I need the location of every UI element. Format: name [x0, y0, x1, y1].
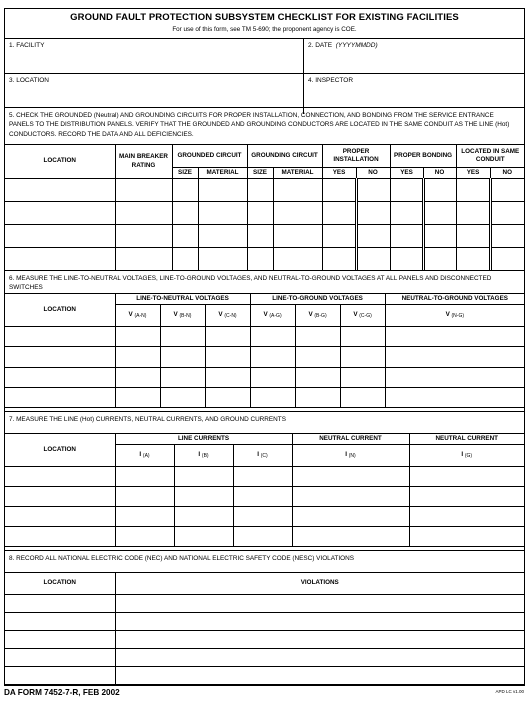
s5-cell[interactable]	[247, 202, 273, 225]
s6-vcg-header	[340, 305, 385, 327]
form-id: DA FORM 7452-7-R, FEB 2002	[4, 688, 120, 697]
s5-cell[interactable]	[356, 202, 390, 225]
s8-violations-header: VIOLATIONS	[115, 573, 524, 595]
s7-cell[interactable]	[409, 507, 524, 527]
s8-row	[5, 595, 524, 613]
s6-cell[interactable]	[295, 327, 340, 347]
s5-cell[interactable]	[247, 248, 273, 271]
s5-size-1: SIZE	[172, 168, 198, 179]
s6-v-label: V	[263, 311, 268, 319]
s7-in-header	[292, 445, 409, 467]
section7-instruction: 7. MEASURE THE LINE (Hot) CURRENTS, NEUTRAL CURRENTS, AND GROUND CURRENTS	[5, 411, 524, 433]
s5-cell[interactable]	[456, 248, 490, 271]
s7-cell[interactable]	[233, 527, 292, 547]
s5-row	[5, 248, 524, 271]
s6-cell[interactable]	[5, 368, 115, 388]
s7-sub-a: (A)	[142, 453, 150, 460]
s5-cell[interactable]	[356, 179, 390, 202]
s5-cell[interactable]	[390, 248, 423, 271]
s5-row	[5, 179, 524, 202]
s8-cell[interactable]	[5, 667, 115, 685]
s6-vbg-header	[295, 305, 340, 327]
s5-cell[interactable]	[490, 179, 524, 202]
s5-cell[interactable]	[115, 202, 172, 225]
s7-ib-header	[174, 445, 233, 467]
s5-yes-2: YES	[390, 168, 423, 179]
s5-cell[interactable]	[356, 248, 390, 271]
s5-cell[interactable]	[5, 179, 115, 202]
s5-cell[interactable]	[490, 248, 524, 271]
s7-sub-g: (G)	[464, 453, 473, 460]
s5-cell[interactable]	[273, 225, 322, 248]
s6-vag-header	[250, 305, 295, 327]
section6-instruction: 6. MEASURE THE LINE-TO-NEUTRAL VOLTAGES, LINE-TO-GROUND VOLTAGES, AND NEUTRAL-TO-GROUND VOLTAGES AT ALL PANELS AND DISCONNECTED SWITCHES	[5, 270, 524, 293]
s5-cell[interactable]	[198, 248, 247, 271]
s5-cell[interactable]	[115, 225, 172, 248]
s7-cell[interactable]	[292, 507, 409, 527]
s6-vbn-header	[160, 305, 205, 327]
s6-vcn-header	[205, 305, 250, 327]
s7-i-label: I	[257, 451, 260, 459]
s7-cell[interactable]	[409, 467, 524, 487]
s5-cell[interactable]	[423, 225, 456, 248]
s7-row	[5, 487, 524, 507]
s8-row	[5, 649, 524, 667]
s7-i-label: I	[461, 451, 464, 459]
s7-location-header: LOCATION	[5, 434, 115, 467]
s5-cell[interactable]	[456, 179, 490, 202]
s6-sub-bn: (B-N)	[179, 313, 192, 320]
s8-row	[5, 631, 524, 649]
s5-cell[interactable]	[5, 202, 115, 225]
s6-v-label: V	[308, 311, 313, 319]
section8-table	[5, 572, 524, 685]
s8-cell[interactable]	[115, 631, 524, 649]
s5-cell[interactable]	[273, 248, 322, 271]
s7-cell[interactable]	[5, 507, 115, 527]
s8-cell[interactable]	[5, 631, 115, 649]
s6-cell[interactable]	[340, 347, 385, 368]
s7-cell[interactable]	[174, 507, 233, 527]
s6-cell[interactable]	[250, 368, 295, 388]
s5-cell[interactable]	[247, 225, 273, 248]
s7-i-label: I	[139, 451, 142, 459]
s6-cell[interactable]	[115, 368, 160, 388]
s6-cell[interactable]	[295, 368, 340, 388]
s6-cell[interactable]	[205, 368, 250, 388]
s8-cell[interactable]	[5, 595, 115, 613]
s5-cell[interactable]	[5, 225, 115, 248]
s5-cell[interactable]	[273, 179, 322, 202]
s6-ln-header: LINE-TO-NEUTRAL VOLTAGES	[115, 294, 250, 305]
s7-cell[interactable]	[115, 527, 174, 547]
s6-cell[interactable]	[205, 388, 250, 408]
s6-sub-ng: (N-G)	[451, 313, 465, 320]
s5-cell[interactable]	[172, 202, 198, 225]
s6-van-header	[115, 305, 160, 327]
s5-row	[5, 202, 524, 225]
s7-cell[interactable]	[115, 487, 174, 507]
facility-label: 1. FACILITY	[9, 42, 45, 49]
s8-cell[interactable]	[5, 613, 115, 631]
s6-cell[interactable]	[115, 347, 160, 368]
s7-cell[interactable]	[292, 527, 409, 547]
s5-cell[interactable]	[356, 225, 390, 248]
section7-table	[5, 433, 524, 547]
s7-cell[interactable]	[292, 467, 409, 487]
s5-cell[interactable]	[247, 179, 273, 202]
checklist-form	[4, 8, 525, 686]
s7-cell[interactable]	[233, 467, 292, 487]
s5-material-2: MATERIAL	[273, 168, 322, 179]
s5-yes-3: YES	[456, 168, 490, 179]
s6-v-label: V	[353, 311, 358, 319]
s8-row	[5, 667, 524, 685]
s7-neutral-current-header: NEUTRAL CURRENT	[292, 434, 409, 445]
s7-cell[interactable]	[233, 487, 292, 507]
s5-cell[interactable]	[456, 225, 490, 248]
s7-cell[interactable]	[174, 527, 233, 547]
section6-table	[5, 293, 524, 408]
s5-no-2: NO	[423, 168, 456, 179]
s7-row	[5, 467, 524, 487]
s6-v-label: V	[445, 311, 450, 319]
s7-neutral-current-header-2: NEUTRAL CURRENT	[409, 434, 524, 445]
s7-i-label: I	[345, 451, 348, 459]
s5-cell[interactable]	[456, 202, 490, 225]
facility-field[interactable]	[5, 39, 304, 74]
s5-grounding-header: GROUNDING CIRCUIT	[247, 145, 322, 168]
s7-ig-header	[409, 445, 524, 467]
s5-cell[interactable]	[423, 248, 456, 271]
s6-cell[interactable]	[5, 388, 115, 408]
s5-cell[interactable]	[172, 179, 198, 202]
s5-cell[interactable]	[423, 179, 456, 202]
s7-cell[interactable]	[292, 487, 409, 507]
s6-sub-bg: (B-G)	[314, 313, 327, 320]
s5-main-breaker-header: MAIN BREAKER RATING	[115, 145, 172, 179]
s5-size-2: SIZE	[247, 168, 273, 179]
section5-instruction: 5. CHECK THE GROUNDED (Neutral) AND GROUNDING CIRCUITS FOR PROPER INSTALLATION, CONNECTION, AND BONDING FROM THE SERVICE ENTRANCE PANELS TO THE DISTRIBUTION PANELS. VERIFY THAT THE GROUNDED AND GROUNDING CONDUCTORS ARE LOCATED IN THE SAME CONDUIT AS THE LINE (Hot) CONDUCTORS. RECORD THE DATA AND ALL DEFICIENCIES.	[5, 107, 524, 144]
s5-cell[interactable]	[322, 225, 356, 248]
s7-row	[5, 527, 524, 547]
s6-sub-an: (A-N)	[134, 313, 147, 320]
section8-instruction: 8. RECORD ALL NATIONAL ELECTRIC CODE (NEC) AND NATIONAL ELECTRIC SAFETY CODE (NESC) VIOLATIONS	[5, 550, 524, 572]
s5-cell[interactable]	[322, 202, 356, 225]
s8-cell[interactable]	[5, 649, 115, 667]
s5-cell[interactable]	[172, 248, 198, 271]
s6-cell[interactable]	[250, 327, 295, 347]
s6-sub-ag: (A-G)	[269, 313, 282, 320]
s6-sub-cn: (C-N)	[224, 313, 237, 320]
s7-cell[interactable]	[115, 467, 174, 487]
s5-cell[interactable]	[490, 225, 524, 248]
s5-cell[interactable]	[423, 202, 456, 225]
date-label: 2. DATE	[308, 42, 333, 49]
s7-cell[interactable]	[233, 507, 292, 527]
s5-yes-1: YES	[322, 168, 356, 179]
s6-row	[5, 388, 524, 408]
s5-cell[interactable]	[490, 202, 524, 225]
s6-v-label: V	[218, 311, 223, 319]
s6-cell[interactable]	[295, 388, 340, 408]
s6-ng-header: NEUTRAL-TO-GROUND VOLTAGES	[385, 294, 524, 305]
s6-location-header: LOCATION	[5, 294, 115, 327]
s7-sub-b: (B)	[201, 453, 209, 460]
s5-cell[interactable]	[322, 179, 356, 202]
s6-cell[interactable]	[385, 368, 524, 388]
s6-cell[interactable]	[250, 347, 295, 368]
s5-cell[interactable]	[198, 179, 247, 202]
s6-lg-header: LINE-TO-GROUND VOLTAGES	[250, 294, 385, 305]
s5-grounded-header: GROUNDED CIRCUIT	[172, 145, 247, 168]
location-label: 3. LOCATION	[9, 77, 49, 84]
s5-cell[interactable]	[115, 179, 172, 202]
s5-material-1: MATERIAL	[198, 168, 247, 179]
s6-cell[interactable]	[295, 347, 340, 368]
s6-cell[interactable]	[160, 347, 205, 368]
s6-vng-header	[385, 305, 524, 327]
s7-cell[interactable]	[115, 507, 174, 527]
s7-cell[interactable]	[409, 487, 524, 507]
s5-cell[interactable]	[390, 179, 423, 202]
s7-cell[interactable]	[5, 487, 115, 507]
s5-cell[interactable]	[390, 202, 423, 225]
s5-cell[interactable]	[390, 225, 423, 248]
s6-cell[interactable]	[205, 347, 250, 368]
s6-cell[interactable]	[385, 347, 524, 368]
s8-row	[5, 613, 524, 631]
s5-no-3: NO	[490, 168, 524, 179]
s8-cell[interactable]	[115, 595, 524, 613]
date-field[interactable]	[304, 39, 524, 74]
s6-cell[interactable]	[160, 368, 205, 388]
s5-cell[interactable]	[273, 202, 322, 225]
s6-cell[interactable]	[160, 388, 205, 408]
s8-location-header: LOCATION	[5, 573, 115, 595]
s8-cell[interactable]	[115, 613, 524, 631]
s6-cell[interactable]	[115, 388, 160, 408]
s5-cell[interactable]	[115, 248, 172, 271]
form-title: GROUND FAULT PROTECTION SUBSYSTEM CHECKLIST FOR EXISTING FACILITIES	[70, 12, 459, 23]
inspector-label: 4. INSPECTOR	[308, 77, 354, 84]
s8-cell[interactable]	[115, 667, 524, 685]
s6-row	[5, 327, 524, 347]
s5-no-1: NO	[356, 168, 390, 179]
s5-location-header: LOCATION	[5, 145, 115, 179]
s8-cell[interactable]	[115, 649, 524, 667]
s6-cell[interactable]	[340, 388, 385, 408]
s5-bonding-header: PROPER BONDING	[390, 145, 456, 168]
s7-cell[interactable]	[174, 487, 233, 507]
form-subtitle: For use of this form, see TM 5-690; the proponent agency is COE.	[172, 26, 357, 33]
facility-date-row	[5, 38, 524, 74]
s5-cell[interactable]	[322, 248, 356, 271]
s7-ic-header	[233, 445, 292, 467]
s5-conduit-header: LOCATED IN SAME CONDUIT	[456, 145, 524, 168]
s6-cell[interactable]	[340, 327, 385, 347]
s6-row	[5, 347, 524, 368]
s6-cell[interactable]	[115, 327, 160, 347]
s7-i-label: I	[198, 451, 201, 459]
s6-cell[interactable]	[385, 388, 524, 408]
s6-cell[interactable]	[205, 327, 250, 347]
s5-cell[interactable]	[172, 225, 198, 248]
s6-cell[interactable]	[250, 388, 295, 408]
form-version: APD LC v1.00	[495, 689, 524, 694]
s7-line-currents-header: LINE CURRENTS	[115, 434, 292, 445]
s7-row	[5, 507, 524, 527]
s6-v-label: V	[173, 311, 178, 319]
s5-cell[interactable]	[198, 225, 247, 248]
section5-table	[5, 144, 524, 271]
s7-sub-c: (C)	[260, 453, 268, 460]
date-format-hint: (YYYYMMDD)	[335, 42, 378, 49]
s7-cell[interactable]	[409, 527, 524, 547]
s7-cell[interactable]	[174, 467, 233, 487]
s5-cell[interactable]	[5, 248, 115, 271]
s6-v-label: V	[128, 311, 133, 319]
s6-cell[interactable]	[160, 327, 205, 347]
s7-cell[interactable]	[5, 467, 115, 487]
s7-cell[interactable]	[5, 527, 115, 547]
s6-sub-cg: (C-G)	[359, 313, 372, 320]
s6-cell[interactable]	[340, 368, 385, 388]
s5-cell[interactable]	[198, 202, 247, 225]
s7-ia-header	[115, 445, 174, 467]
s5-installation-header: PROPER INSTALLATION	[322, 145, 390, 168]
s6-cell[interactable]	[5, 327, 115, 347]
s6-cell[interactable]	[5, 347, 115, 368]
s5-row	[5, 225, 524, 248]
s7-sub-n: (N)	[348, 453, 356, 460]
s6-row	[5, 368, 524, 388]
s6-cell[interactable]	[385, 327, 524, 347]
